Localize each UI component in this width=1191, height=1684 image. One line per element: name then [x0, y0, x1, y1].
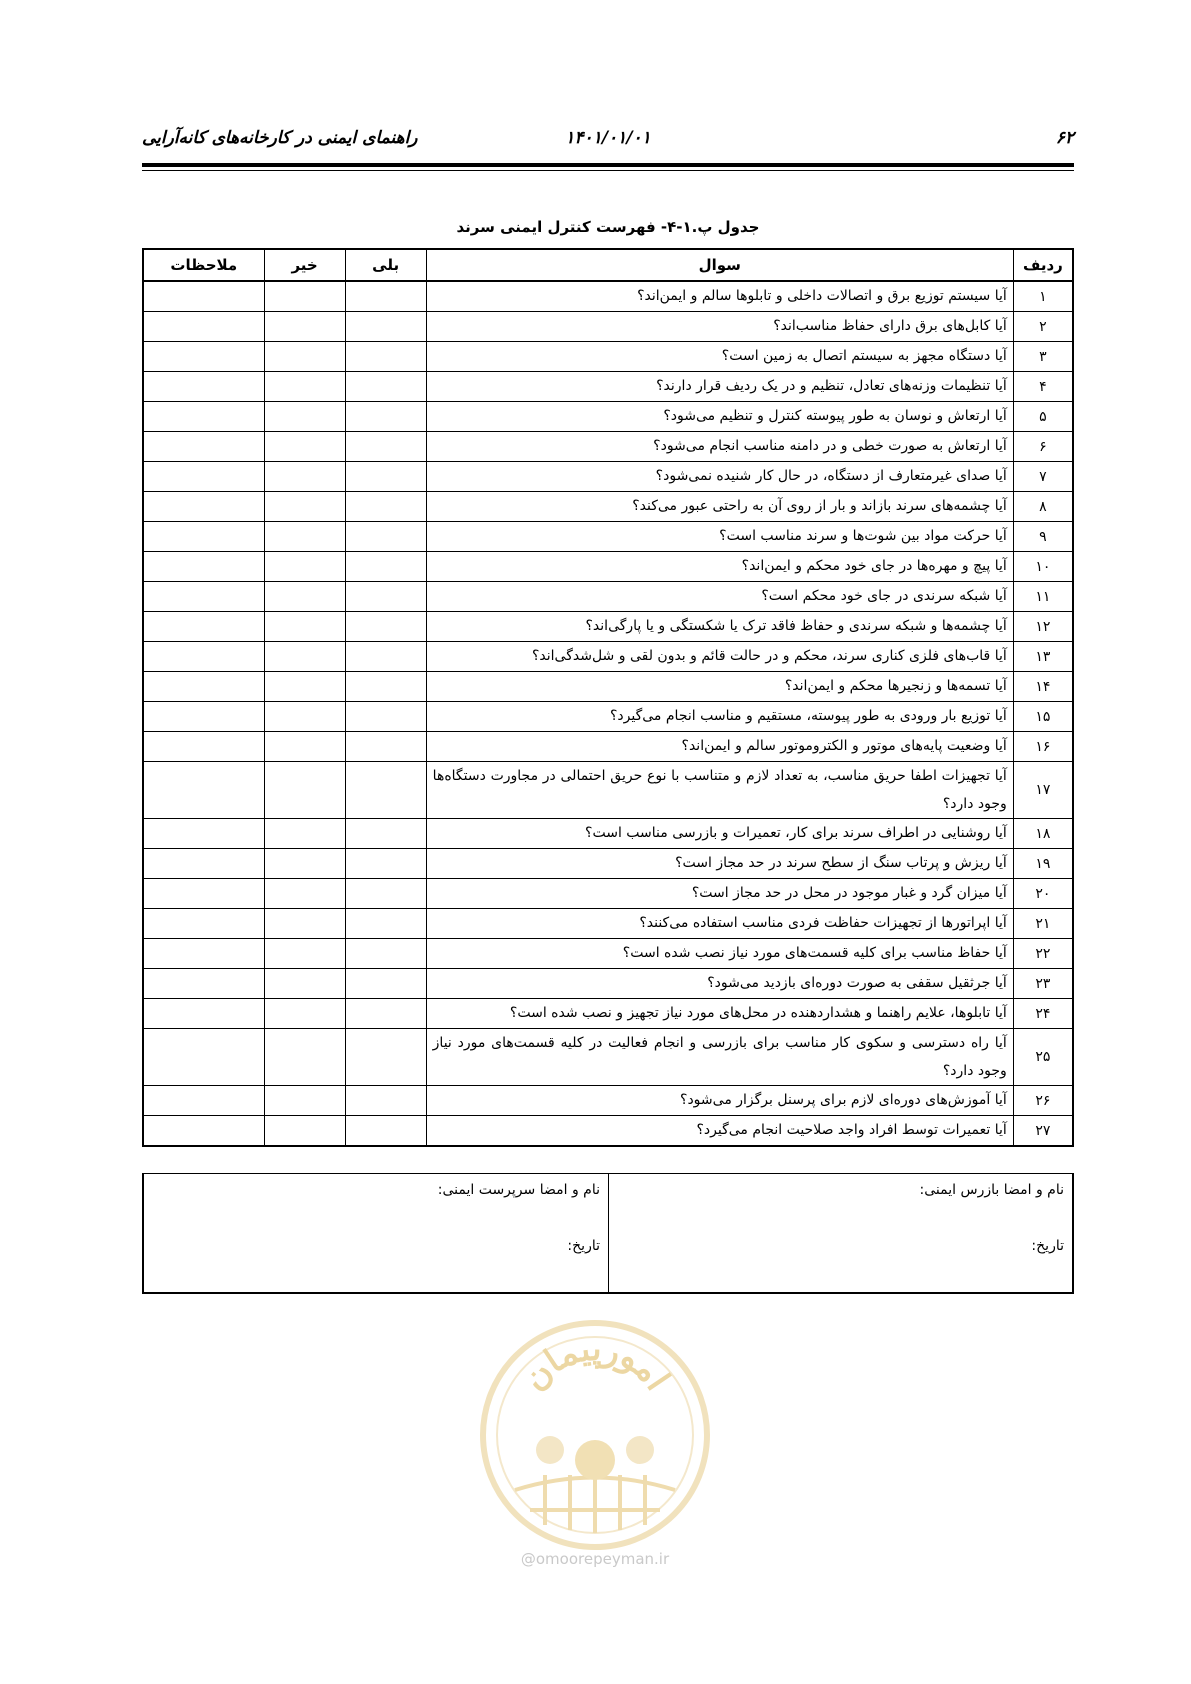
watermark-stamp-logo [475, 1315, 715, 1555]
row-question: آیا تنظیمات وزنه‌های تعادل، تنظیم و در یک ردیف قرار دارند؟ [426, 372, 1013, 402]
notes-cell[interactable] [143, 702, 264, 732]
table-header-row [143, 249, 1073, 281]
row-question: آیا اپراتورها از تجهیزات حفاظت فردی مناسب استفاده می‌کنند؟ [426, 909, 1013, 939]
table-row [143, 552, 1073, 582]
table-row [143, 849, 1073, 879]
table-row [143, 732, 1073, 762]
yes-checkbox-cell[interactable] [345, 552, 426, 582]
no-checkbox-cell[interactable] [264, 939, 345, 969]
notes-cell[interactable] [143, 582, 264, 612]
row-question: آیا پیچ و مهره‌ها در جای خود محکم و ایمن‌اند؟ [426, 552, 1013, 582]
row-question: آیا وضعیت پایه‌های موتور و الکتروموتور سالم و ایمن‌اند؟ [426, 732, 1013, 762]
no-checkbox-cell[interactable] [264, 969, 345, 999]
table-row [143, 909, 1073, 939]
table-row [143, 762, 1073, 819]
table-row [143, 432, 1073, 462]
row-question: آیا حفاظ مناسب برای کلیه قسمت‌های مورد نیاز نصب شده است؟ [426, 939, 1013, 969]
notes-cell[interactable] [143, 1086, 264, 1116]
notes-cell[interactable] [143, 281, 264, 312]
notes-cell[interactable] [143, 909, 264, 939]
no-checkbox-cell[interactable] [264, 702, 345, 732]
row-question: آیا توزیع بار ورودی به طور پیوسته، مستقیم و مناسب انجام می‌گیرد؟ [426, 702, 1013, 732]
no-checkbox-cell[interactable] [264, 522, 345, 552]
yes-checkbox-cell[interactable] [345, 939, 426, 969]
table-row [143, 939, 1073, 969]
table-row [143, 999, 1073, 1029]
row-number: ۲۲ [1013, 939, 1073, 969]
yes-checkbox-cell[interactable] [345, 342, 426, 372]
yes-checkbox-cell[interactable] [345, 762, 426, 819]
row-question: آیا حرکت مواد بین شوت‌ها و سرند مناسب است؟ [426, 522, 1013, 552]
no-checkbox-cell[interactable] [264, 1029, 345, 1086]
notes-cell[interactable] [143, 522, 264, 552]
row-question: آیا جرثقیل سقفی به صورت دوره‌ای بازدید می‌شود؟ [426, 969, 1013, 999]
table-row [143, 969, 1073, 999]
row-question: آیا تسمه‌ها و زنجیرها محکم و ایمن‌اند؟ [426, 672, 1013, 702]
notes-cell[interactable] [143, 402, 264, 432]
row-number: ۹ [1013, 522, 1073, 552]
table-row [143, 582, 1073, 612]
yes-checkbox-cell[interactable] [345, 372, 426, 402]
yes-checkbox-cell[interactable] [345, 522, 426, 552]
yes-checkbox-cell[interactable] [345, 969, 426, 999]
table-row [143, 312, 1073, 342]
no-checkbox-cell[interactable] [264, 909, 345, 939]
yes-checkbox-cell[interactable] [345, 281, 426, 312]
notes-cell[interactable] [143, 999, 264, 1029]
notes-cell[interactable] [143, 492, 264, 522]
yes-checkbox-cell[interactable] [345, 402, 426, 432]
row-number: ۱۸ [1013, 819, 1073, 849]
yes-checkbox-cell[interactable] [345, 612, 426, 642]
no-checkbox-cell[interactable] [264, 672, 345, 702]
row-number: ۶ [1013, 432, 1073, 462]
notes-cell[interactable] [143, 432, 264, 462]
row-number: ۴ [1013, 372, 1073, 402]
notes-cell[interactable] [143, 342, 264, 372]
stamp-text: امورپیمان [514, 1328, 678, 1398]
no-checkbox-cell[interactable] [264, 402, 345, 432]
no-checkbox-cell[interactable] [264, 612, 345, 642]
row-question: آیا روشنایی در اطراف سرند برای کار، تعمیرات و بازرسی مناسب است؟ [426, 819, 1013, 849]
yes-checkbox-cell[interactable] [345, 432, 426, 462]
row-question: آیا دستگاه مجهز به سیستم اتصال به زمین است؟ [426, 342, 1013, 372]
table-row [143, 462, 1073, 492]
no-checkbox-cell[interactable] [264, 879, 345, 909]
no-checkbox-cell[interactable] [264, 372, 345, 402]
yes-checkbox-cell[interactable] [345, 1086, 426, 1116]
row-number: ۲۷ [1013, 1116, 1073, 1147]
yes-checkbox-cell[interactable] [345, 582, 426, 612]
yes-checkbox-cell[interactable] [345, 492, 426, 522]
supervisor-signature-cell[interactable] [143, 1174, 609, 1294]
yes-checkbox-cell[interactable] [345, 909, 426, 939]
table-row [143, 402, 1073, 432]
row-question: آیا آموزش‌های دوره‌ای لازم برای پرسنل برگزار می‌شود؟ [426, 1086, 1013, 1116]
row-number: ۲۰ [1013, 879, 1073, 909]
row-question: آیا شبکه سرندی در جای خود محکم است؟ [426, 582, 1013, 612]
table-row [143, 342, 1073, 372]
supervisor-date-label: تاریخ: [567, 1238, 600, 1254]
table-row [143, 672, 1073, 702]
table-row [143, 522, 1073, 552]
notes-cell[interactable] [143, 1029, 264, 1086]
supervisor-signature-label: نام و امضا سرپرست ایمنی: [437, 1182, 600, 1198]
notes-cell[interactable] [143, 372, 264, 402]
row-question: آیا صدای غیرمتعارف از دستگاه، در حال کار شنیده نمی‌شود؟ [426, 462, 1013, 492]
row-number: ۱۷ [1013, 762, 1073, 819]
notes-cell[interactable] [143, 969, 264, 999]
no-checkbox-cell[interactable] [264, 492, 345, 522]
table-row [143, 612, 1073, 642]
row-number: ۱۰ [1013, 552, 1073, 582]
row-number: ۱۵ [1013, 702, 1073, 732]
row-number: ۲ [1013, 312, 1073, 342]
page-number: ۶۲ [1055, 128, 1074, 148]
row-question: آیا ریزش و پرتاب سنگ از سطح سرند در حد مجاز است؟ [426, 849, 1013, 879]
no-checkbox-cell[interactable] [264, 819, 345, 849]
row-number: ۱۶ [1013, 732, 1073, 762]
notes-cell[interactable] [143, 462, 264, 492]
notes-cell[interactable] [143, 642, 264, 672]
no-checkbox-cell[interactable] [264, 552, 345, 582]
table-row [143, 879, 1073, 909]
header-rule-thick [142, 163, 1074, 167]
notes-cell[interactable] [143, 732, 264, 762]
no-checkbox-cell[interactable] [264, 732, 345, 762]
row-number: ۱۴ [1013, 672, 1073, 702]
signature-box [142, 1173, 1074, 1294]
notes-cell[interactable] [143, 762, 264, 819]
yes-checkbox-cell[interactable] [345, 879, 426, 909]
row-number: ۲۱ [1013, 909, 1073, 939]
notes-cell[interactable] [143, 552, 264, 582]
row-number: ۱۳ [1013, 642, 1073, 672]
table-body [143, 281, 1073, 1146]
row-number: ۲۳ [1013, 969, 1073, 999]
notes-cell[interactable] [143, 819, 264, 849]
row-number: ۱۲ [1013, 612, 1073, 642]
table-row [143, 1086, 1073, 1116]
notes-cell[interactable] [143, 1116, 264, 1147]
notes-cell[interactable] [143, 939, 264, 969]
table-row [143, 702, 1073, 732]
yes-checkbox-cell[interactable] [345, 642, 426, 672]
yes-checkbox-cell[interactable] [345, 672, 426, 702]
yes-checkbox-cell[interactable] [345, 702, 426, 732]
row-number: ۱ [1013, 281, 1073, 312]
no-checkbox-cell[interactable] [264, 462, 345, 492]
col-question-header: سوال [426, 249, 1013, 281]
notes-cell[interactable] [143, 672, 264, 702]
yes-checkbox-cell[interactable] [345, 462, 426, 492]
no-checkbox-cell[interactable] [264, 432, 345, 462]
yes-checkbox-cell[interactable] [345, 732, 426, 762]
no-checkbox-cell[interactable] [264, 849, 345, 879]
row-number: ۲۴ [1013, 999, 1073, 1029]
row-question: آیا کابل‌های برق دارای حفاظ مناسب‌اند؟ [426, 312, 1013, 342]
safety-checklist-table [142, 248, 1074, 1147]
notes-cell[interactable] [143, 849, 264, 879]
col-row-header: ردیف [1013, 249, 1073, 281]
row-number: ۷ [1013, 462, 1073, 492]
table-row [143, 1116, 1073, 1147]
header-rule-thin [142, 170, 1074, 171]
table-caption: جدول پ.۱-۴- فهرست کنترل ایمنی سرند [456, 218, 760, 236]
row-question: آیا قاب‌های فلزی کناری سرند، محکم و در حالت قائم و بدون لقی و شل‌شدگی‌اند؟ [426, 642, 1013, 672]
inspector-signature-label: نام و امضا بازرس ایمنی: [919, 1182, 1064, 1198]
book-title: راهنمای ایمنی در کارخانه‌های کانه‌آرایی [142, 128, 418, 148]
watermark-site: @omoorepeyman.ir [520, 1550, 670, 1568]
row-question: آیا سیستم توزیع برق و اتصالات داخلی و تابلوها سالم و ایمن‌اند؟ [426, 281, 1013, 312]
no-checkbox-cell[interactable] [264, 342, 345, 372]
no-checkbox-cell[interactable] [264, 999, 345, 1029]
row-question: آیا ارتعاش به صورت خطی و در دامنه مناسب انجام می‌شود؟ [426, 432, 1013, 462]
row-question: آیا تعمیرات توسط افراد واجد صلاحیت انجام می‌گیرد؟ [426, 1116, 1013, 1147]
no-checkbox-cell[interactable] [264, 642, 345, 672]
row-question: آیا ارتعاش و نوسان به طور پیوسته کنترل و تنظیم می‌شود؟ [426, 402, 1013, 432]
no-checkbox-cell[interactable] [264, 1086, 345, 1116]
col-yes-header: بلی [345, 249, 426, 281]
yes-checkbox-cell[interactable] [345, 819, 426, 849]
yes-checkbox-cell[interactable] [345, 1116, 426, 1147]
col-notes-header: ملاحظات [143, 249, 264, 281]
yes-checkbox-cell[interactable] [345, 1029, 426, 1086]
row-number: ۱۹ [1013, 849, 1073, 879]
row-question: آیا چشمه‌های سرند بازاند و بار از روی آن به راحتی عبور می‌کند؟ [426, 492, 1013, 522]
table-row [143, 492, 1073, 522]
no-checkbox-cell[interactable] [264, 582, 345, 612]
yes-checkbox-cell[interactable] [345, 312, 426, 342]
no-checkbox-cell[interactable] [264, 1116, 345, 1147]
row-number: ۳ [1013, 342, 1073, 372]
no-checkbox-cell[interactable] [264, 312, 345, 342]
notes-cell[interactable] [143, 612, 264, 642]
row-number: ۵ [1013, 402, 1073, 432]
row-question: آیا میزان گرد و غبار موجود در محل در حد مجاز است؟ [426, 879, 1013, 909]
row-number: ۲۵ [1013, 1029, 1073, 1086]
notes-cell[interactable] [143, 879, 264, 909]
row-number: ۸ [1013, 492, 1073, 522]
table-row [143, 819, 1073, 849]
notes-cell[interactable] [143, 312, 264, 342]
row-question: آیا چشمه‌ها و شبکه سرندی و حفاظ فاقد ترک یا شکستگی و یا پارگی‌اند؟ [426, 612, 1013, 642]
no-checkbox-cell[interactable] [264, 281, 345, 312]
col-no-header: خیر [264, 249, 345, 281]
row-question: آیا راه دسترسی و سکوی کار مناسب برای بازرسی و انجام فعالیت در کلیه قسمت‌های مورد نیاز وجود دارد؟ [426, 1029, 1013, 1086]
inspector-signature-cell[interactable] [609, 1174, 1074, 1294]
yes-checkbox-cell[interactable] [345, 999, 426, 1029]
table-row [143, 372, 1073, 402]
yes-checkbox-cell[interactable] [345, 849, 426, 879]
inspector-date-label: تاریخ: [1031, 1238, 1064, 1254]
row-number: ۱۱ [1013, 582, 1073, 612]
row-question: آیا تجهیزات اطفا حریق مناسب، به تعداد لازم و متناسب با نوع حریق احتمالی در مجاورت دستگاه‌ها وجود دارد؟ [426, 762, 1013, 819]
no-checkbox-cell[interactable] [264, 762, 345, 819]
table-row [143, 1029, 1073, 1086]
table-row [143, 642, 1073, 672]
page-header [142, 128, 1074, 150]
header-date: ۱۴۰۱/۰۱/۰۱ [565, 128, 651, 148]
row-number: ۲۶ [1013, 1086, 1073, 1116]
table-row [143, 281, 1073, 312]
row-question: آیا تابلوها، علایم راهنما و هشداردهنده در محل‌های مورد نیاز تجهیز و نصب شده است؟ [426, 999, 1013, 1029]
